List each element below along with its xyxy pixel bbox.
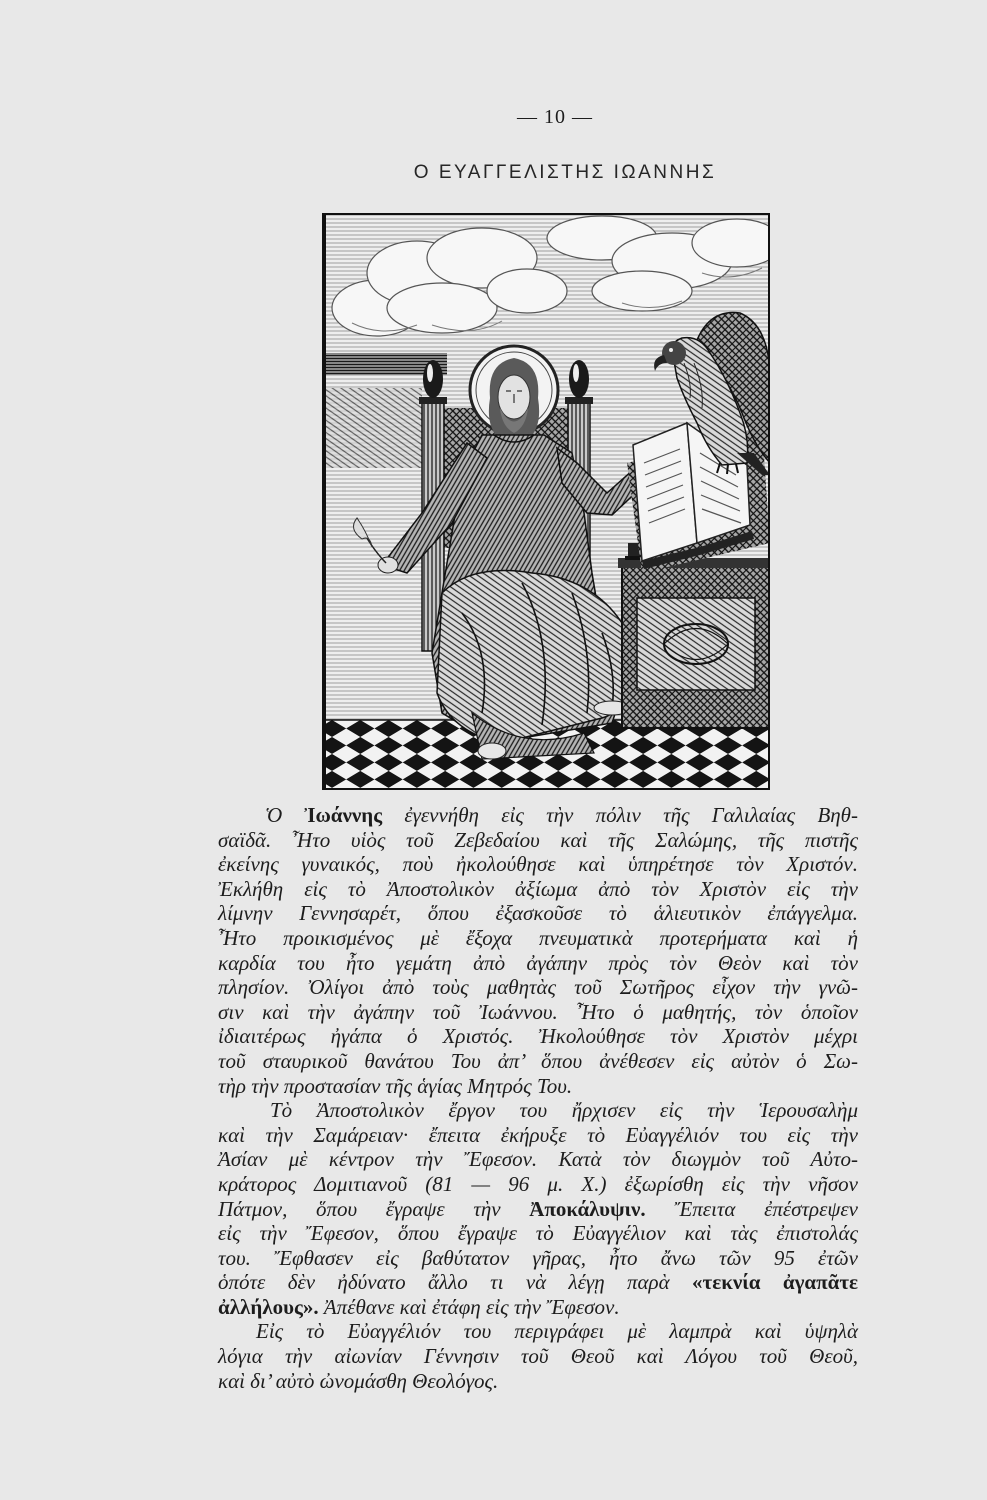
text-line: λίμνην Γεννησαρέτ, ὅπου ἐξασκοῦσε τὸ ἁλιευτικὸν ἐπάγγελμα. xyxy=(218,901,858,926)
text-line xyxy=(218,803,858,828)
text-line xyxy=(218,1197,858,1222)
chapter-title: Ο ΕΥΑΓΓΕΛΙΣΤΗΣ ΙΩΑΝΝΗΣ xyxy=(413,162,717,183)
engraving-illustration xyxy=(322,213,770,790)
text-line: ἐκείνης γυναικός, ποὺ ἠκολούθησε καὶ ὑπηρέτησε τὸν Χριστόν. xyxy=(218,852,858,877)
page-number: — 10 — xyxy=(517,106,593,128)
emphasis: ἀλλήλους». xyxy=(218,1294,319,1319)
paragraph xyxy=(218,1098,858,1319)
left-hand xyxy=(378,557,398,573)
text-run: Ἀπέθανε καὶ ἐτάφη εἰς τὴν Ἔφεσον. xyxy=(318,1294,620,1319)
text-run: ὁπότε δὲν ἠδύνατο ἄλλο τι νὰ λέγῃ παρὰ xyxy=(218,1270,693,1295)
text-run: Ὁ xyxy=(265,803,305,827)
text-line: εἰς τὴν Ἔφεσον, ὅπου ἔγραψε τὸ Εὐαγγέλιον καὶ τὰς ἐπιστολάς xyxy=(218,1221,858,1246)
text-line: σιν καὶ τὴν ἀγάπην τοῦ Ἰωάννου. Ἦτο ὁ μαθητής, τὸν ὁποῖον xyxy=(218,999,858,1024)
throne-finial-right xyxy=(569,360,589,398)
text-line: τὴρ τὴν προστασίαν τῆς ἁγίας Μητρός Του. xyxy=(218,1073,573,1098)
text-line xyxy=(218,1295,858,1320)
left-foot xyxy=(478,743,506,759)
carved-panel xyxy=(637,598,755,690)
text-line: του. Ἔφθασεν εἰς βαθύτατον γῆρας, ἦτο ἄνω τῶν 95 ἐτῶν xyxy=(218,1245,858,1270)
text-line: Εἰς τὸ Εὐαγγέλιόν του περιγράφει μὲ λαμπρὰ καὶ ὑψηλὰ xyxy=(256,1319,858,1344)
text-line: Ἀσίαν μὲ κέντρον τὴν Ἔφεσον. Κατὰ τὸν διωγμὸν τοῦ Αὐτο- xyxy=(218,1147,858,1172)
text-line: Τὸ Ἀποστολικὸν ἔργον του ἤρχισεν εἰς τὴν Ἱερουσαλὴμ xyxy=(270,1098,858,1123)
engraving-svg xyxy=(322,213,770,790)
text-run: Ἔπειτα ἐπέστρεψεν xyxy=(645,1196,859,1221)
throne-finial-left xyxy=(423,360,443,398)
text-line: κράτορος Δομιτιανοῦ (81 — 96 μ. Χ.) ἐξωρίσθη εἰς τὴν νῆσον xyxy=(218,1171,858,1196)
text-line: Ἦτο προικισμένος μὲ ἔξοχα πνευματικὰ προτερήματα καὶ ἡ xyxy=(218,925,858,950)
text-line: λόγια τὴν αἰωνίαν Γέννησιν τοῦ Θεοῦ καὶ Λόγου τοῦ Θεοῦ, xyxy=(218,1344,858,1369)
text-line: τοῦ σταυρικοῦ θανάτου Του ἀπ’ ὅπου ἀνέθεσεν εἰς αὐτὸν ὁ Σω- xyxy=(218,1048,858,1073)
paragraph xyxy=(218,1319,858,1393)
text-line: Ἐκλήθη εἰς τὸ Ἀποστολικὸν ἀξίωμα ἀπὸ τὸν Χριστὸν εἰς τὴν xyxy=(218,876,858,901)
emphasis: Ἰωάννης xyxy=(304,803,383,827)
text-line: καρδία του ἦτο γεμάτη ἀπὸ ἀγάπην πρὸς τὸν Θεὸν καὶ τὸν xyxy=(218,950,858,975)
text-line: καὶ δι’ αὐτὸ ὠνομάσθη Θεολόγος. xyxy=(218,1368,499,1393)
text-line: πλησίον. Ὀλίγοι ἀπὸ τοὺς μαθητὰς τοῦ Σωτῆρος εἶχον τὴν γνῶ- xyxy=(218,975,858,1000)
text-line xyxy=(218,1270,858,1295)
body-text xyxy=(218,803,858,1393)
text-run: Πάτμον, ὅπου ἔγραψε τὴν xyxy=(218,1196,530,1221)
text-line: ἰδιαιτέρως ἠγάπα ὁ Χριστός. Ἠκολούθησε τὸν Χριστὸν μέχρι xyxy=(218,1024,858,1049)
emphasis: Ἀποκάλυψιν. xyxy=(529,1196,646,1221)
emphasis: «τεκνία ἀγαπᾶτε xyxy=(692,1270,858,1295)
text-line: καὶ τὴν Σαμάρειαν· ἔπειτα ἐκήρυξε τὸ Εὐαγγέλιόν του εἰς τὴν xyxy=(218,1122,858,1147)
text-run: ἐγεννήθη εἰς τὴν πόλιν τῆς Γαλιλαίας Βηθ- xyxy=(382,803,858,827)
paragraph xyxy=(218,803,858,1098)
text-line: σαϊδᾶ. Ἦτο υἱὸς τοῦ Ζεβεδαίου καὶ τῆς Σαλώμης, τῆς πιστῆς xyxy=(218,827,858,852)
